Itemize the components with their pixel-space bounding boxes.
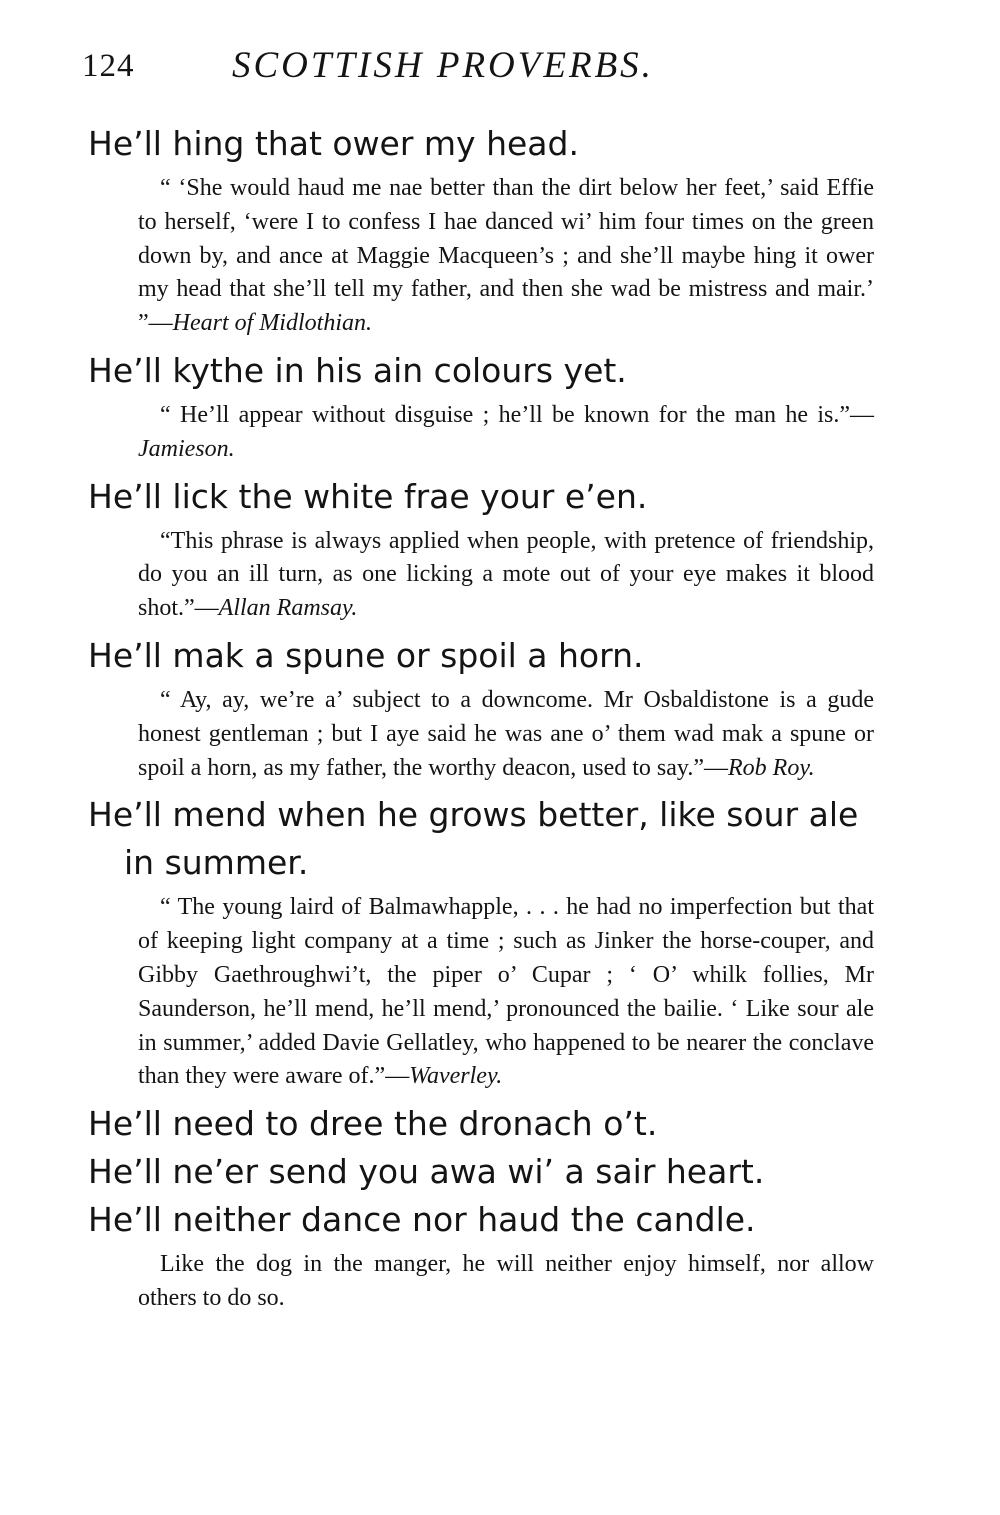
quotation-text: “ Ay, ay, we’re a’ subject to a downcome. Mr Osbaldistone is a gude honest gentleman ; but I aye said he was ane o’ them wad mak a spune or spoil a horn, as my father, the worthy deacon, used to say.”— xyxy=(138,686,874,781)
proverb-entry xyxy=(84,473,874,626)
proverb-heading: He’ll neither dance nor haud the candle. xyxy=(88,1200,756,1240)
proverb-quotation xyxy=(84,891,874,1094)
quotation-text: “ ‘She would haud me nae better than the dirt below her feet,’ said Effie to herself, ‘were I to confess I hae danced wi’ him four times on the green down by, and ance at Maggie Macqueen’s ; and she’ll maybe hing it ower my head that she’ll tell my father, and then she wad be mistress and mair.’ ”— xyxy=(138,175,874,337)
proverb-entry xyxy=(84,1196,874,1316)
proverb-entry xyxy=(84,1100,874,1148)
proverb-heading: He’ll mak a spune or spoil a horn. xyxy=(88,635,644,675)
proverb-heading: He’ll need to dree the dronach o’t. xyxy=(88,1104,658,1144)
page-number: 124 xyxy=(82,48,135,84)
quotation-text: “ The young laird of Balmawhapple, . . . he had no imperfection but that of keeping light company at a time ; such as Jinker the horse-couper, and Gibby Gaethroughwi’t, the piper o’ Cupar ; ‘ O’ whilk follies, Mr Saunderson, he’ll mend, he’ll mend,’ pronounced the bailie. ‘ Like sour ale in summer,’ added Davie Gellatley, who happened to be nearer the conclave than they were aware of.”— xyxy=(138,894,874,1090)
proverb-quotation xyxy=(84,684,874,785)
proverb-heading: He’ll ne’er send you awa wi’ a sair heart. xyxy=(88,1152,765,1192)
proverb-heading: He’ll mend when he grows better, like sour ale in summer. xyxy=(88,795,859,883)
proverb-heading: He’ll kythe in his ain colours yet. xyxy=(88,350,627,390)
quotation-text: “This phrase is always applied when people, with pretence of friendship, do you an ill turn, as one licking a mote out of your eye makes it blood shot.”— xyxy=(138,527,874,622)
proverb-entry xyxy=(84,1148,874,1196)
proverb-quotation xyxy=(84,525,874,626)
running-title: SCOTTISH PROVERBS. xyxy=(232,45,654,86)
proverb-entry xyxy=(84,791,874,1094)
proverb-quotation xyxy=(84,399,874,467)
quotation-text: “ He’ll appear without disguise ; he’ll be known for the man he is.”— xyxy=(160,401,874,428)
quotation-source: Allan Ramsay. xyxy=(218,595,358,622)
proverb-heading: He’ll lick the white frae your e’en. xyxy=(88,476,648,516)
proverb-list xyxy=(84,120,874,1322)
proverb-quotation xyxy=(84,172,874,341)
quotation-source: Heart of Midlothian. xyxy=(172,310,372,337)
quotation-source: Waverley. xyxy=(409,1063,503,1090)
explanation-text: Like the dog in the manger, he will neither enjoy himself, nor allow others to do so. xyxy=(138,1251,874,1311)
proverb-explanation xyxy=(84,1248,874,1316)
quotation-source: Jamieson. xyxy=(138,435,235,462)
quotation-source: Rob Roy. xyxy=(728,754,815,781)
proverb-entry xyxy=(84,632,874,785)
proverb-entry xyxy=(84,347,874,467)
proverb-entry xyxy=(84,120,874,341)
page-header xyxy=(82,44,882,94)
proverb-heading: He’ll hing that ower my head. xyxy=(88,124,579,163)
